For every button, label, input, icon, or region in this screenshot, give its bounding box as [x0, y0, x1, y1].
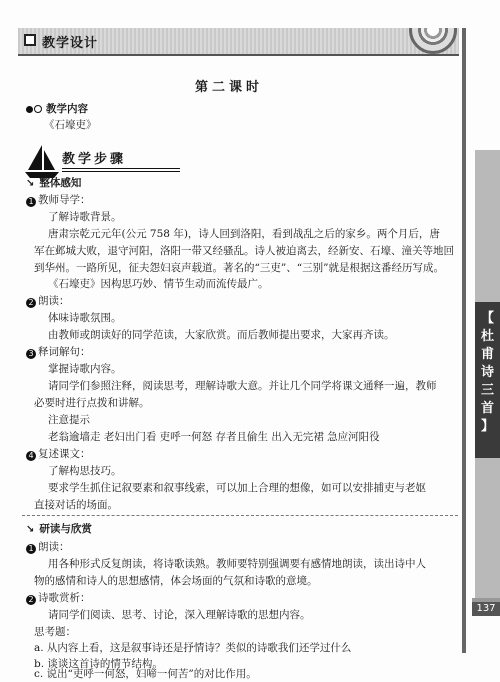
content-text: 《石壕吏》 [44, 119, 97, 131]
bullet-dot-icon [26, 106, 33, 113]
paragraph-line: 请同学们参照注释，阅读思考，理解诗歌大意。并让几个同学将课文通释一遍，教师 [48, 380, 437, 392]
side-tab-char: 】 [480, 419, 494, 434]
question-a: a. 从内容上看，这是叙事诗还是抒情诗？类似的诗歌我们还学过什么 [34, 642, 352, 654]
part2-step-2-label [26, 591, 91, 605]
step-3-label-text: 释词解句： [38, 346, 91, 358]
side-tab-upper [475, 150, 500, 302]
question-label: 思考题： [34, 626, 76, 638]
paragraph-line: 必要时进行点拨和讲解。 [34, 397, 150, 409]
number-1-icon: 1 [26, 197, 36, 207]
side-tab-lower [475, 458, 500, 598]
part2-heading [26, 522, 92, 537]
steps-underline [62, 168, 180, 169]
lesson-title: 第二课时 [195, 80, 264, 95]
margin-rail [462, 28, 466, 653]
paragraph-line: 《石壕吏》因构思巧妙、情节生动而流传最广。 [48, 278, 269, 290]
step-2-label-text: 朗读： [38, 295, 70, 307]
paragraph-line: 物的感情和诗人的思想感情，体会场面的气氛和诗歌的意境。 [34, 575, 318, 587]
steps-heading: 教学步骤 [62, 152, 127, 167]
paragraph-line: 请同学们阅读、思考、讨论，深入理解诗歌的思想内容。 [48, 609, 311, 621]
number-4-icon: 4 [26, 451, 36, 461]
side-tab-char: 首 [480, 401, 494, 416]
steps-underline [62, 171, 180, 172]
chapter-side-tab[interactable] [475, 302, 500, 458]
arrow-icon: ↘ [26, 178, 35, 189]
content-heading-text: 教学内容 [46, 103, 88, 115]
question-c: c. 说出“吏呼一何怒，妇啼一何苦”的对比作用。 [34, 668, 257, 680]
step-1-sub: 了解诗歌背景。 [48, 211, 122, 223]
tip-label: 注意提示 [48, 414, 90, 426]
arrow-icon: ↘ [26, 524, 35, 535]
part2-step-1-label [26, 540, 70, 554]
part2-heading-text: 研读与欣赏 [39, 523, 92, 535]
number-2-icon: 2 [26, 595, 36, 605]
side-tab-char: 诗 [480, 365, 494, 380]
section-title: 教学设计 [42, 36, 99, 51]
checkbox-icon [24, 34, 36, 46]
step-4-label [26, 447, 91, 461]
seal-ornament-icon [407, 28, 459, 58]
step-1-label-text: 教师导学： [38, 194, 91, 206]
bullet-circle-icon [34, 105, 42, 113]
part2-step-1-label-text: 朗读： [38, 541, 70, 553]
tip-items: 老翁逾墙走 老妇出门看 吏呼一何怒 存者且偷生 出入无完裙 急应河阳役 [48, 431, 380, 443]
number-1-icon: 1 [26, 544, 36, 554]
step-2-label [26, 294, 70, 308]
content-heading [26, 102, 88, 116]
step-4-sub: 了解构思技巧。 [48, 465, 122, 477]
side-tab-char: 【 [480, 311, 494, 326]
paragraph-line: 唐肃宗乾元元年(公元 758 年)，诗人回到洛阳，看到战乱之后的家乡。两个月后，唐 [48, 228, 440, 240]
part1-heading [26, 176, 81, 191]
number-3-icon: 3 [26, 349, 36, 359]
part2-step-2-label-text: 诗歌赏析： [38, 592, 91, 604]
side-tab-char: 杜 [480, 329, 494, 344]
paragraph-line: 直接对话的场面。 [34, 499, 118, 511]
step-2-sub: 体味诗歌氛围。 [48, 312, 122, 324]
step-3-sub: 掌握诗歌内容。 [48, 363, 122, 375]
paragraph-line: 用各种形式反复朗读，将诗歌读熟。教师要特别强调要有感情地朗读，读出诗中人 [48, 558, 426, 570]
side-tab-char: 甫 [480, 347, 494, 362]
number-2-icon: 2 [26, 298, 36, 308]
question-b: b. 谈谈这首诗的情节结构。 [34, 658, 163, 670]
page-number: 137 [472, 602, 500, 616]
paragraph-line: 到华州。一路所见，征夫怨妇哀声载道。著名的“三吏”、“三别”就是根据这番经历写成。 [34, 262, 444, 274]
section-divider [22, 515, 458, 516]
section-header-band [18, 28, 459, 56]
part1-heading-text: 整体感知 [39, 177, 82, 189]
paragraph-line: 由教师或朗读好的同学范读，大家欣赏。而后教师提出要求，大家再齐读。 [48, 329, 395, 341]
step-3-label [26, 345, 91, 359]
paragraph-line: 军在邺城大败，退守河阳，洛阳一带又经骚乱。诗人被迫离去，经新安、石壕、潼关等地回 [34, 245, 454, 257]
paragraph-line: 要求学生抓住记叙要素和叙事线索，可以加上合理的想像，如可以安排捕吏与老妪 [48, 482, 426, 494]
side-tab-char: 三 [480, 383, 494, 398]
step-1-label [26, 193, 91, 207]
step-4-label-text: 复述课文： [38, 448, 91, 460]
